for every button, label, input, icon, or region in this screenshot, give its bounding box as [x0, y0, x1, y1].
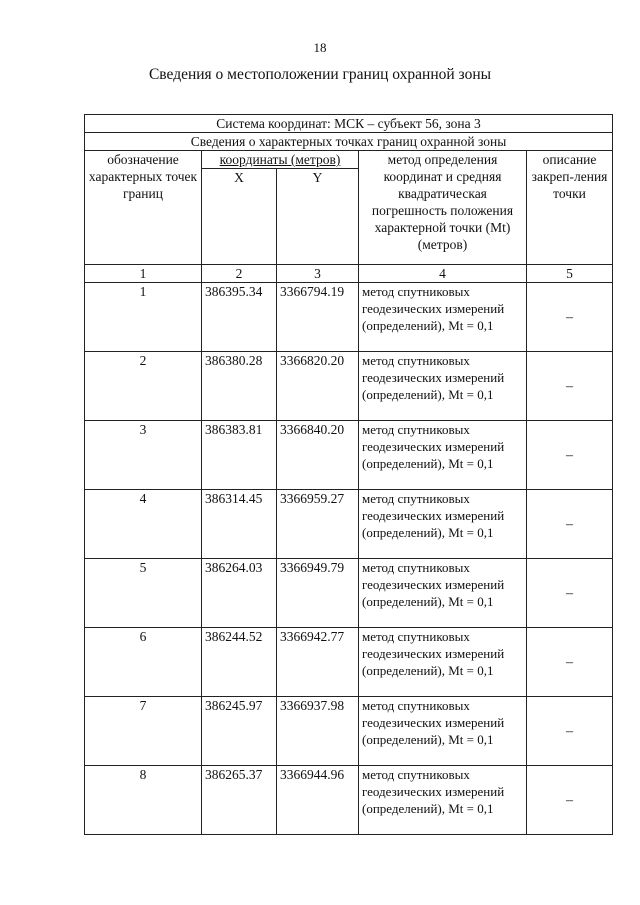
x-column-header: X — [202, 169, 277, 265]
boundary-points-table — [84, 114, 613, 835]
description-cell: – — [527, 766, 613, 835]
column-number: 4 — [359, 265, 527, 283]
description-cell: – — [527, 559, 613, 628]
document-title: Сведения о местоположении границ охранной зоны — [148, 66, 492, 83]
table-row — [85, 490, 613, 559]
point-cell: 2 — [85, 352, 202, 421]
description-cell: – — [527, 283, 613, 352]
point-cell: 8 — [85, 766, 202, 835]
x-coordinate-cell: 386264.03 — [202, 559, 277, 628]
point-cell: 5 — [85, 559, 202, 628]
column-number: 1 — [85, 265, 202, 283]
table-row — [85, 628, 613, 697]
x-coordinate-cell: 386395.34 — [202, 283, 277, 352]
column-number: 2 — [202, 265, 277, 283]
coordinates-column-header: координаты (метров) — [202, 151, 359, 169]
x-coordinate-cell: 386380.28 — [202, 352, 277, 421]
method-cell: метод спутниковых геодезических измерений (определений), Mt = 0,1 — [359, 559, 527, 628]
description-cell: – — [527, 352, 613, 421]
x-coordinate-cell: 386383.81 — [202, 421, 277, 490]
y-column-header: Y — [277, 169, 359, 265]
table-row — [85, 697, 613, 766]
y-coordinate-cell: 3366840.20 — [277, 421, 359, 490]
column-number: 5 — [527, 265, 613, 283]
description-cell: – — [527, 628, 613, 697]
description-cell: – — [527, 421, 613, 490]
table-row — [85, 766, 613, 835]
x-coordinate-cell: 386314.45 — [202, 490, 277, 559]
x-coordinate-cell: 386244.52 — [202, 628, 277, 697]
table-row — [85, 283, 613, 352]
designation-column-header: обозначение характерных точек границ — [85, 151, 202, 265]
column-number: 3 — [277, 265, 359, 283]
method-cell: метод спутниковых геодезических измерений (определений), Mt = 0,1 — [359, 766, 527, 835]
y-coordinate-cell: 3366959.27 — [277, 490, 359, 559]
point-cell: 7 — [85, 697, 202, 766]
method-cell: метод спутниковых геодезических измерений (определений), Mt = 0,1 — [359, 352, 527, 421]
method-cell: метод спутниковых геодезических измерений (определений), Mt = 0,1 — [359, 628, 527, 697]
point-cell: 6 — [85, 628, 202, 697]
point-cell: 3 — [85, 421, 202, 490]
table-row — [85, 559, 613, 628]
method-column-header: метод определения координат и средняя квадратическая погрешность положения характерной точки (Mt) (метров) — [359, 151, 527, 265]
page-number: 18 — [313, 40, 327, 55]
y-coordinate-cell: 3366949.79 — [277, 559, 359, 628]
coord-system-header: Система координат: МСК – субъект 56, зона 3 — [85, 115, 613, 133]
description-cell: – — [527, 697, 613, 766]
description-column-header: описание закреп-ления точки — [527, 151, 613, 265]
method-cell: метод спутниковых геодезических измерений (определений), Mt = 0,1 — [359, 421, 527, 490]
y-coordinate-cell: 3366820.20 — [277, 352, 359, 421]
y-coordinate-cell: 3366944.96 — [277, 766, 359, 835]
column-numbers-row — [85, 265, 613, 283]
description-cell: – — [527, 490, 613, 559]
x-coordinate-cell: 386245.97 — [202, 697, 277, 766]
x-coordinate-cell: 386265.37 — [202, 766, 277, 835]
point-cell: 1 — [85, 283, 202, 352]
method-cell: метод спутниковых геодезических измерений (определений), Mt = 0,1 — [359, 490, 527, 559]
table-row — [85, 352, 613, 421]
y-coordinate-cell: 3366794.19 — [277, 283, 359, 352]
section-header: Сведения о характерных точках границ охранной зоны — [85, 133, 613, 151]
y-coordinate-cell: 3366942.77 — [277, 628, 359, 697]
table-row — [85, 421, 613, 490]
method-cell: метод спутниковых геодезических измерений (определений), Mt = 0,1 — [359, 697, 527, 766]
y-coordinate-cell: 3366937.98 — [277, 697, 359, 766]
point-cell: 4 — [85, 490, 202, 559]
method-cell: метод спутниковых геодезических измерений (определений), Mt = 0,1 — [359, 283, 527, 352]
